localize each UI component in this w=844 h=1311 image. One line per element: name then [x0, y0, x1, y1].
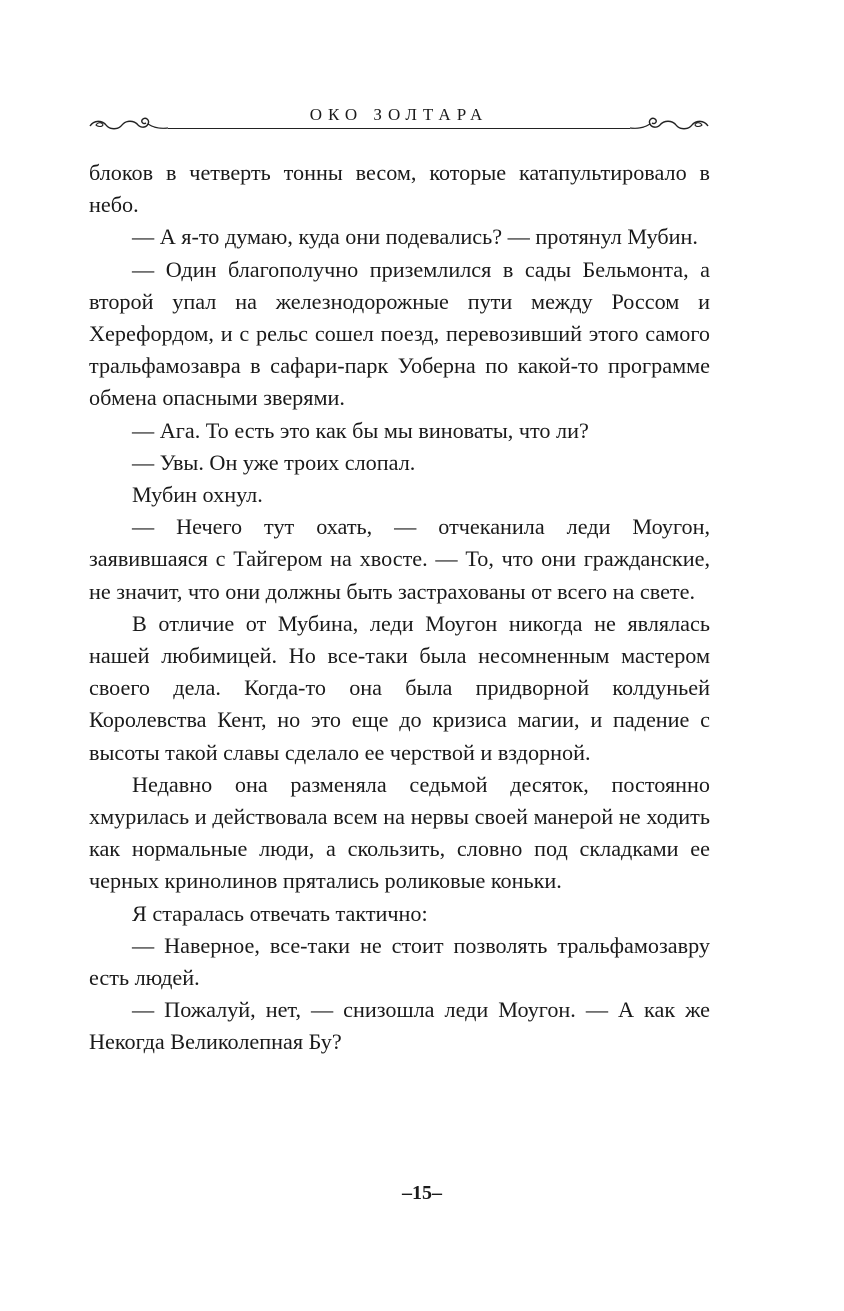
paragraph: — Нечего тут охать, — отчеканила леди Моугон, заявившаяся с Тайгером на хвосте. — То, что они гражданские, не значит, что они должны быть застрахованы от всего на свете. — [89, 514, 710, 604]
header-rule — [168, 128, 630, 129]
paragraph: Я старалась отвечать тактично: — [132, 900, 428, 926]
paragraph: — Пожалуй, нет, — снизошла леди Моугон. — А как же Некогда Великолепная Бу? — [89, 997, 710, 1055]
running-header-title: ОКО ЗОЛТАРА — [309, 105, 489, 124]
paragraph: — Один благополучно приземлился в сады Бельмонта, а второй упал на железнодорожные пути между Россом и Херефордом, и с рельс сошел поезд, перевозивший этого самого тральфамозавра в сафари-парк Уоберна по какой-то программе обмена опасными зверями. — [89, 256, 710, 411]
flourish-right-icon — [630, 112, 710, 136]
paragraph: — Наверное, все-таки не стоит позволять тральфамозавру есть людей. — [89, 932, 710, 991]
page-number: –15– — [402, 1182, 442, 1204]
paragraph: — Увы. Он уже троих слопал. — [132, 449, 416, 475]
paragraph: — Ага. То есть это как бы мы виноваты, что ли? — [132, 417, 589, 443]
paragraph: блоков в четверть тонны весом, которые катапультировало в небо. — [89, 160, 710, 218]
body-text — [89, 157, 710, 1059]
paragraph: В отличие от Мубина, леди Моугон никогда не являлась нашей любимицей. Но все-таки была несомненным мастером своего дела. Когда-то она была придворной колдуньей Королевства Кент, но это еще до кризиса магии, и падение с высоты такой славы сделало ее черствой и вздорной. — [89, 610, 710, 765]
paragraph: Недавно она разменяла седьмой десяток, постоянно хмурилась и действовала всем на нервы своей манерой не ходить как нормальные люди, а скользить, словно под складками ее черных кринолинов прятались роликовые коньки. — [89, 771, 710, 894]
running-header — [88, 104, 710, 134]
paragraph: Мубин охнул. — [132, 482, 263, 508]
paragraph: — А я-то думаю, куда они подевались? — протянул Мубин. — [132, 224, 698, 250]
